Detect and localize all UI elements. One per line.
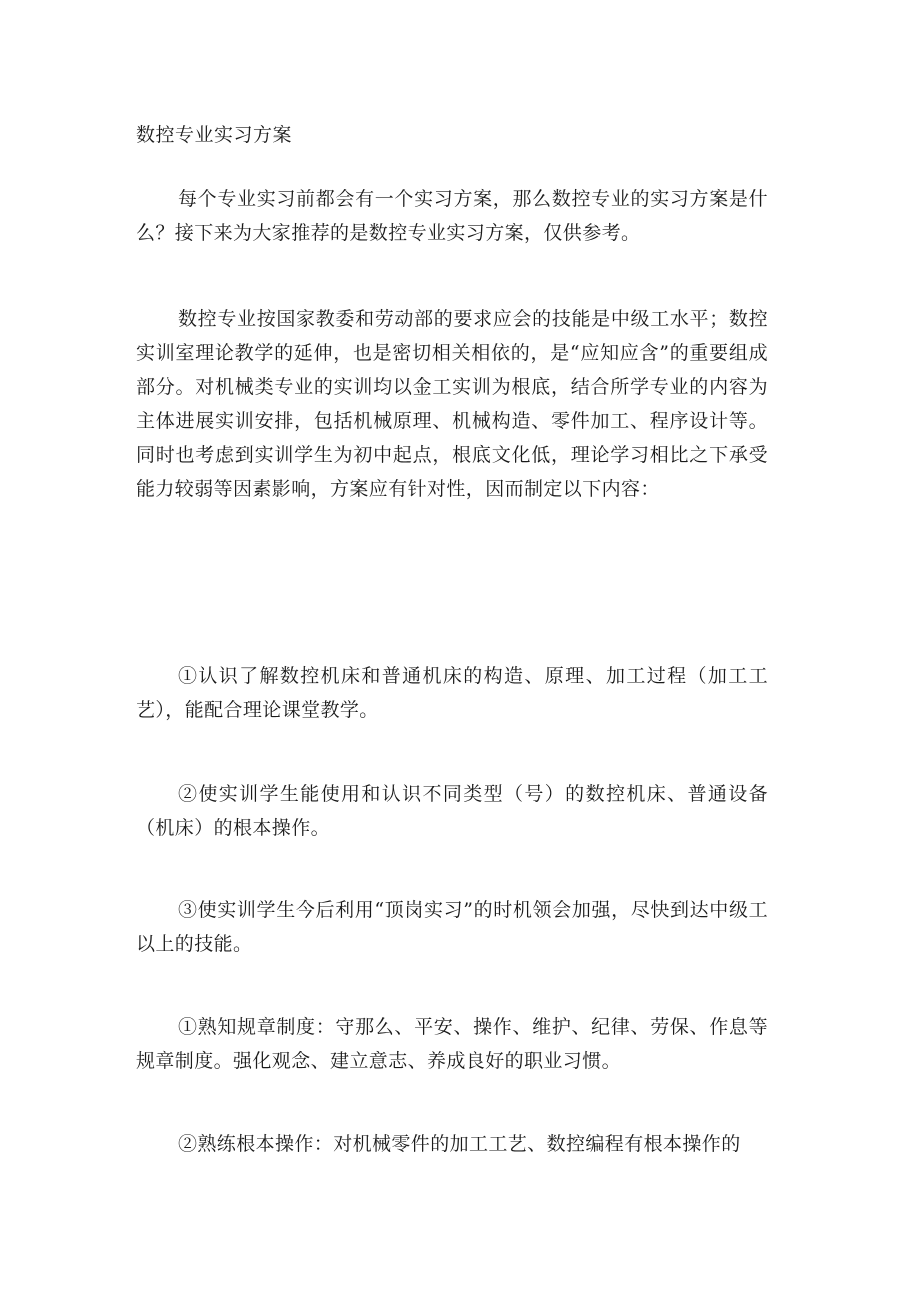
paragraph-goal-1: ①认识了解数控机床和普通机床的构造、原理、加工过程（加工工艺），能配合理论课堂教学。 (136, 665, 768, 721)
document-page (136, 0, 768, 1301)
paragraph-content-2: ②熟练根本操作：对机械零件的加工工艺、数控编程有根本操作的 (178, 1133, 741, 1155)
paragraph-requirements: 数控专业按国家教委和劳动部的要求应会的技能是中级工水平；数控实训室理论教学的延伸，也是密切相关相依的，是“应知应含”的重要组成部分。对机械类专业的实训均以金工实训为根底，结合所学专业的内容为主体进展实训安排，包括机械原理、机械构造、零件加工、程序设计等。同时也考虑到实训学生为初中起点，根底文化低，理论学习相比之下承受能力较弱等因素影响，方案应有针对性，因而制定以下内容： (136, 308, 768, 500)
paragraph-intro: 每个专业实习前都会有一个实习方案，那么数控专业的实习方案是什么？接下来为大家推荐的是数控专业实习方案，仅供参考。 (136, 188, 768, 244)
document-title: 数控专业实习方案 (136, 124, 293, 146)
paragraph-content-1: ①熟知规章制度：守那么、平安、操作、维护、纪律、劳保、作息等规章制度。强化观念、建立意志、养成良好的职业习惯。 (136, 1016, 768, 1072)
paragraph-goal-2: ②使实训学生能使用和认识不同类型（号）的数控机床、普通设备（机床）的根本操作。 (136, 783, 768, 839)
paragraph-goal-3: ③使实训学生今后利用“顶岗实习”的时机领会加强，尽快到达中级工以上的技能。 (136, 899, 768, 955)
